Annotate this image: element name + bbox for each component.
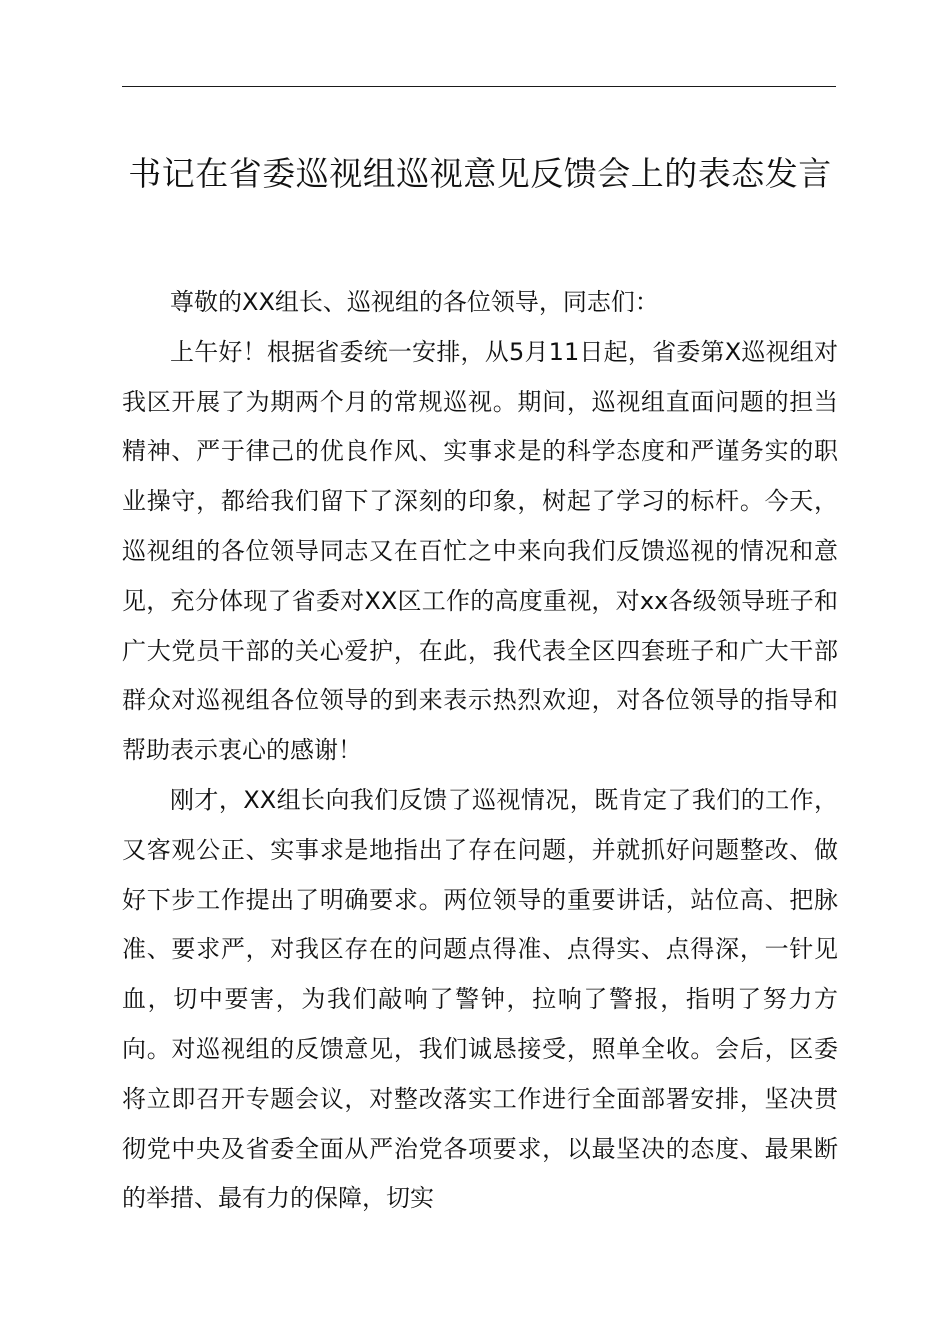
body-paragraph-2: 刚才，XX组长向我们反馈了巡视情况，既肯定了我们的工作，又客观公正、实事求是地指出了存在问题，并就抓好问题整改、做好下步工作提出了明确要求。两位领导的重要讲话，站位高、把脉准、要求严，对我区存在的问题点得准、点得实、点得深，一针见血，切中要害，为我们敲响了警钟，拉响了警报，指明了努力方向。对巡视组的反馈意见，我们诚恳接受，照单全收。会后，区委将立即召开专题会议，对整改落实工作进行全面部署安排，坚决贯彻党中央及省委全面从严治党各项要求，以最坚决的态度、最果断的举措、最有力的保障，切实	[122, 785, 838, 1213]
header-rule	[122, 86, 836, 87]
body-paragraph-1: 上午好！根据省委统一安排，从5月11日起，省委第X巡视组对我区开展了为期两个月的常规巡视。期间，巡视组直面问题的担当精神、严于律己的优良作风、实事求是的科学态度和严谨务实的职业操守，都给我们留下了深刻的印象，树起了学习的标杆。今天，巡视组的各位领导同志又在百忙之中来向我们反馈巡视的情况和意见，充分体现了省委对XX区工作的高度重视，对xx各级领导班子和广大党员干部的关心爱护，在此，我代表全区四套班子和广大干部群众对巡视组各位领导的到来表示热烈欢迎，对各位领导的指导和帮助表示衷心的感谢！	[122, 337, 838, 765]
salutation: 尊敬的XX组长、巡视组的各位领导，同志们：	[170, 288, 659, 316]
document-body	[122, 278, 838, 1224]
document-title: 书记在省委巡视组巡视意见反馈会上的表态发言	[128, 154, 832, 193]
